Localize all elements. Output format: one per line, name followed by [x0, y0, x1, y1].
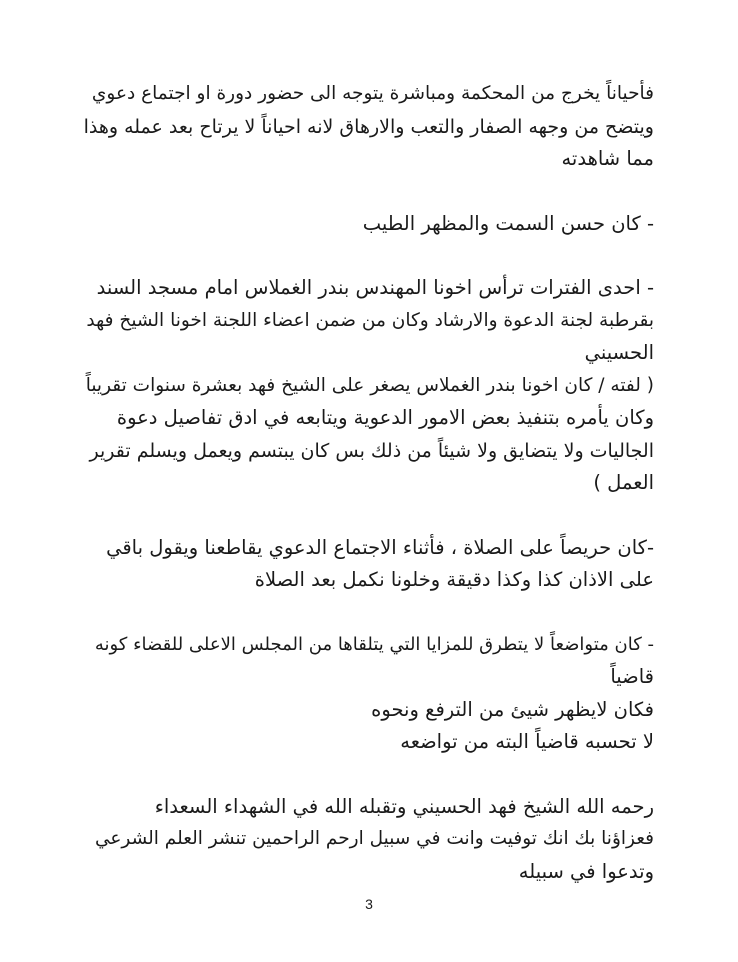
document-body	[84, 78, 654, 920]
text-line: الحسيني	[584, 341, 654, 364]
text-line: رحمه الله الشيخ فهد الحسيني وتقبله الله في الشهداء السعداء	[154, 794, 654, 818]
text-line: قاضياً	[610, 665, 654, 688]
text-line: وتدعوا في سبيله	[518, 859, 654, 883]
paragraph	[84, 629, 654, 759]
text-line: - احدى الفترات ترأس اخونا المهندس بندر الغملاس امام مسجد السند	[96, 276, 654, 299]
paragraph	[84, 272, 654, 500]
paragraph	[84, 532, 654, 597]
text-line: بقرطبة لجنة الدعوة والارشاد وكان من ضمن اعضاء اللجنة اخونا الشيخ فهد	[86, 309, 654, 331]
text-line: فأحياناً يخرج من المحكمة ومباشرة يتوجه الى حضور دورة او اجتماع دعوي	[91, 83, 654, 104]
text-line: ( لفته / كان اخونا بندر الغملاس يصغر على الشيخ فهد بعشرة سنوات تقريباً	[85, 374, 654, 396]
text-line: - كان حسن السمت والمظهر الطيب	[362, 211, 654, 235]
text-line: الجاليات ولا يتضايق ولا شيئاً من ذلك بس كان يبتسم ويعمل ويسلم تقرير	[89, 439, 654, 462]
text-line: على الاذان كذا وكذا دقيقة وخلونا نكمل بعد الصلاة	[254, 568, 654, 591]
page-number: 3	[365, 896, 373, 912]
paragraph	[84, 791, 654, 889]
text-line: مما شاهدته	[561, 147, 654, 170]
paragraph	[84, 78, 654, 176]
paragraph	[84, 208, 654, 241]
text-line: لا تحسبه قاضياً البته من تواضعه	[400, 730, 654, 753]
text-line: وكان يأمره بتنفيذ بعض الامور الدعوية ويتابعه في ادق تفاصيل دعوة	[116, 406, 654, 429]
text-line: العمل )	[593, 471, 654, 494]
text-line: - كان متواضعاً لا يتطرق للمزايا التي يتلقاها من المجلس الاعلى للقضاء كونه	[94, 633, 654, 655]
text-line: -كان حريصاً على الصلاة ، فأثناء الاجتماع الدعوي يقاطعنا ويقول باقي	[106, 535, 654, 559]
text-line: فكان لايظهر شيئ من الترفع ونحوه	[371, 697, 654, 721]
text-line: فعزاؤنا بك انك توفيت وانت في سبيل ارحم الراحمين تنشر العلم الشرعي	[94, 828, 654, 849]
text-line: ويتضح من وجهه الصفار والتعب والارهاق لانه احياناً لا يرتاح بعد عمله وهذا	[83, 115, 654, 138]
